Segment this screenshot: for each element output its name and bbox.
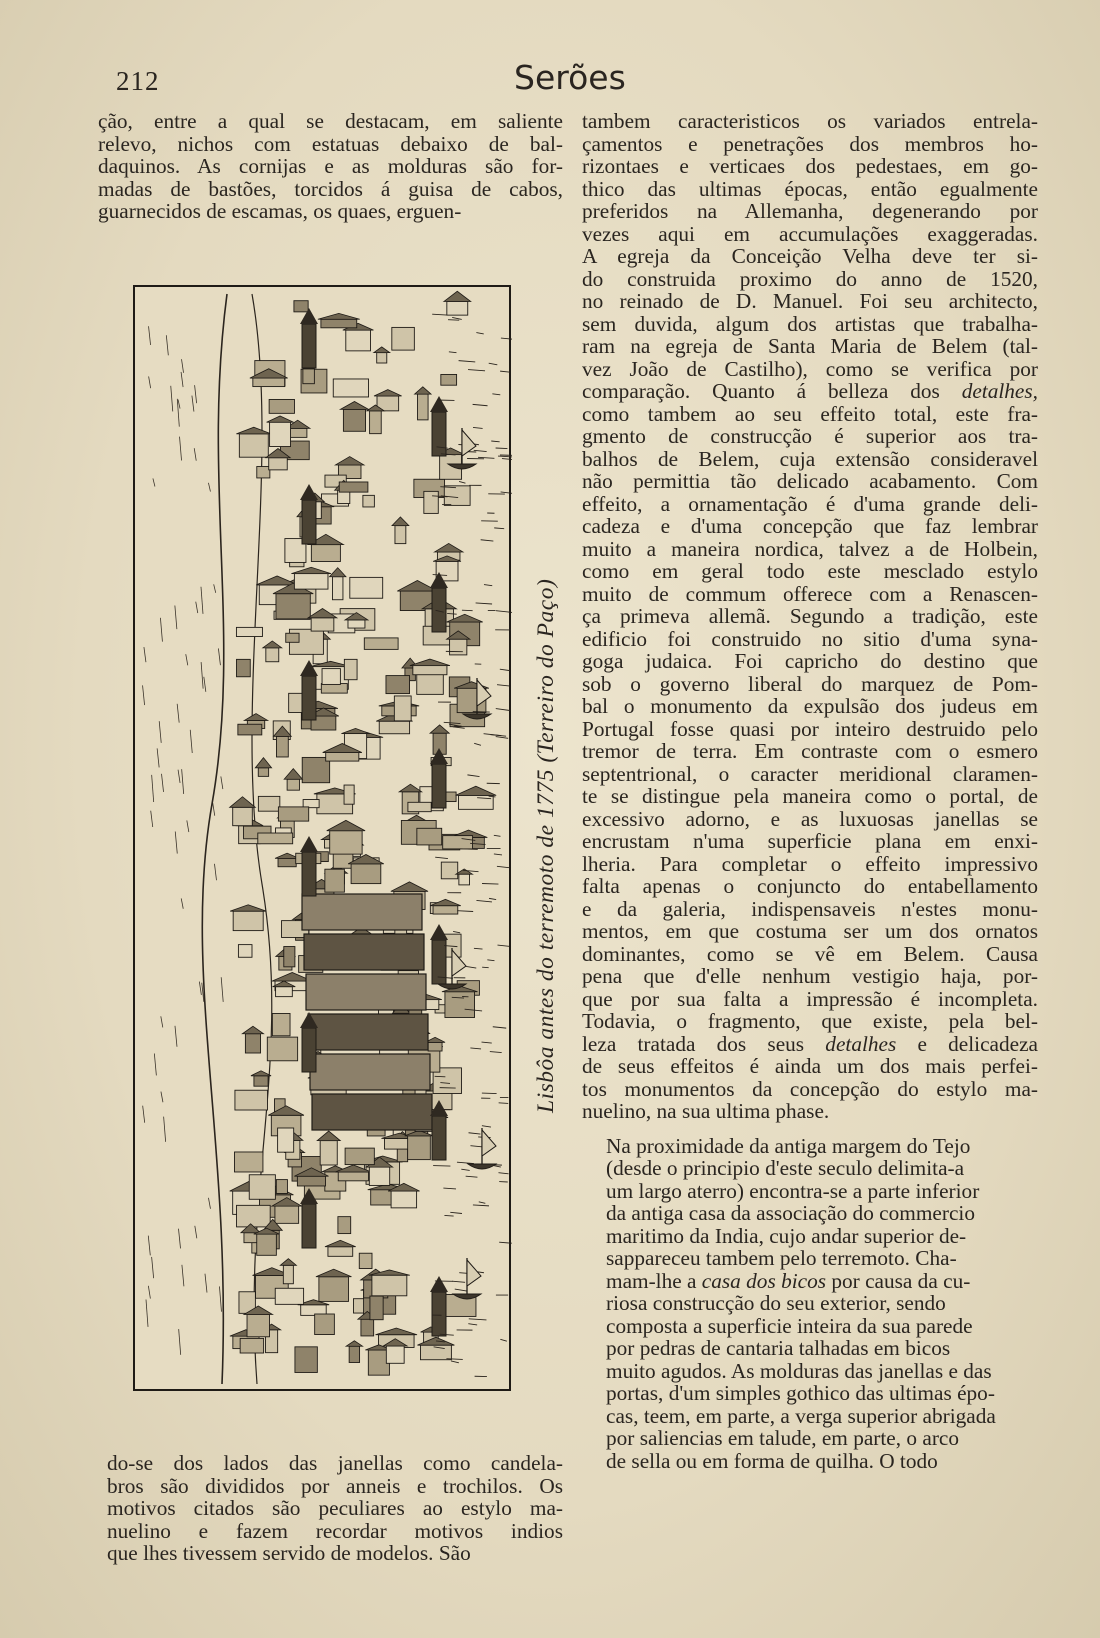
text-line: de seus effeitos é ainda um dos mais perfei- [582, 1054, 1038, 1078]
river-hatch [433, 1166, 450, 1167]
building-block [238, 945, 252, 958]
building-block [339, 482, 368, 492]
text-line: não permittia tão delicado acabamento. Com [582, 469, 1038, 493]
building-block [445, 992, 475, 1018]
building-block [247, 1314, 269, 1336]
figure-caption: Lisbôa antes do terremoto de 1775 (Terreiro do Paço) [533, 578, 559, 1113]
building-block [392, 327, 415, 350]
text-line: goga judaica. Foi capricho do destino que [582, 649, 1038, 673]
river-hatch [496, 448, 508, 449]
text-line: de sella ou em forma de quilha. O todo [606, 1448, 938, 1473]
text-line: gmento de construcção é superior aos tra- [582, 424, 1038, 448]
church-tower [432, 1292, 446, 1336]
italic-term: detalhes, [961, 379, 1038, 403]
building-block [408, 802, 431, 811]
building-block [391, 1191, 416, 1208]
building-block [328, 1247, 353, 1257]
text-line: um largo aterro) encontra-se a parte inferior [606, 1178, 980, 1203]
building-block [364, 638, 398, 649]
building-block [311, 618, 334, 631]
building-block [417, 828, 442, 845]
building-block [269, 458, 288, 470]
text-line: por saliencias em talude, em parte, o arco [606, 1426, 960, 1450]
building-block [417, 673, 444, 694]
building-block [284, 947, 295, 967]
running-head: Serões [514, 58, 626, 97]
text-line: mentos, em que costuma ser um dos ornatos [582, 919, 1038, 943]
text-fragment: por causa da cu- [826, 1268, 971, 1293]
church-tower [302, 500, 316, 544]
building-block [386, 1346, 404, 1363]
palace-facade [308, 1014, 428, 1050]
building-block [319, 1277, 349, 1302]
text-line: nuelino e fazem recordar motivos indios [107, 1518, 563, 1543]
text-line: motivos citados são peculiares ao estylo ma- [107, 1496, 563, 1520]
church-tower [432, 764, 446, 808]
building-block [325, 869, 345, 892]
text-line: por pedras de cantaria talhadas em bicos [606, 1336, 951, 1360]
text-line: effeito, a ornamentação é d'uma grande deli- [582, 491, 1038, 516]
building-block [276, 987, 293, 997]
palace-facade [310, 1054, 430, 1090]
text-line: sem duvida, algum dos artistas que trabalha- [582, 311, 1038, 336]
building-block [443, 836, 473, 849]
building-block [286, 633, 299, 642]
building-block [254, 1076, 268, 1086]
text-line: que lhes tivessem servido de modelos. São [107, 1541, 471, 1565]
church-tower [432, 588, 446, 632]
building-block [249, 1175, 275, 1200]
building-block [321, 684, 347, 694]
text-line: cas, teem, em parte, a verga superior abrigada [606, 1403, 996, 1428]
building-block [350, 577, 383, 598]
building-block [450, 639, 467, 655]
text-line: Na proximidade da antiga margem do Tejo [606, 1133, 971, 1158]
palace-facade [312, 1094, 432, 1130]
text-line: septentrional, o caracter meridional claramen- [582, 761, 1038, 786]
building-block [330, 831, 362, 854]
building-block [428, 1042, 442, 1051]
text-line: bros são divididos por anneis e trochilos. Os [107, 1473, 563, 1498]
building-block [295, 1347, 317, 1373]
building-block [322, 669, 340, 685]
text-line [582, 1270, 1038, 1293]
left-column-bottom-text [107, 1452, 563, 1565]
building-block [344, 659, 357, 679]
river-hatch [482, 1093, 497, 1094]
paragraph-conceicao-velha [582, 110, 1038, 1123]
building-block [441, 862, 457, 879]
building-block [348, 620, 365, 628]
building-block [257, 1234, 277, 1255]
text-line: riosa construcção do seu exterior, sendo [606, 1291, 946, 1315]
building-block [418, 394, 429, 420]
church-tower [432, 1116, 446, 1160]
building-block [237, 659, 251, 676]
text-line: sappareceu tambem pelo terremoto. Cha- [606, 1246, 957, 1270]
church-tower [302, 676, 316, 720]
building-block [237, 1205, 271, 1227]
page-number: 212 [116, 66, 160, 96]
left-column-top-text [98, 110, 563, 223]
text-line: da antiga casa da associação do commercio [606, 1201, 975, 1225]
text-line: pena que d'elle nenhum vestigio haja, por- [582, 964, 1038, 988]
building-block [351, 864, 381, 884]
text-line: vezes aqui em accumulações exaggeradas. [582, 221, 1038, 246]
building-block [338, 1172, 368, 1181]
text-line: madas de bastões, torcidos á guisa de cabos, [98, 176, 563, 201]
building-block [275, 1288, 303, 1304]
building-block [311, 545, 340, 562]
building-block [288, 428, 306, 437]
text-line: falta apenas o conjuncto do entabellamento [582, 874, 1038, 898]
text-line: excessivo adorno, e as luxuosas janellas se [582, 806, 1038, 831]
building-block [235, 1090, 268, 1110]
building-block [297, 1176, 325, 1186]
text-line: ção, entre a qual se destacam, em saliente [98, 109, 563, 133]
paragraph-casa-dos-bicos [582, 1135, 1038, 1473]
text-line: daquinos. As cornijas e as molduras são for- [98, 154, 563, 178]
text-line: vez João de Castilho), como se verifica por [582, 356, 1038, 381]
building-block [253, 378, 285, 387]
text-line: do construida proximo do anno de 1520, [582, 266, 1038, 291]
building-block [236, 627, 262, 636]
building-block [258, 796, 279, 811]
text-line: muito a maneira nordica, talvez a de Holbein, [582, 536, 1038, 561]
text-line: cadeza e d'uma concepção que faz lembrar [582, 514, 1038, 538]
building-block [363, 495, 374, 507]
building-block [447, 302, 468, 316]
text-line: tremor de terra. Em contraste com o esmero [582, 739, 1038, 763]
building-block [267, 1037, 297, 1061]
text-line: e da galeria, indispensaveis n'estes monu- [582, 896, 1038, 921]
text-line: lheria. Para completar o effeito impressivo [582, 851, 1038, 876]
text-line: A egreja da Conceição Velha deve ter si- [582, 244, 1038, 268]
building-block [266, 648, 279, 662]
palace-facade [306, 974, 426, 1010]
building-block [238, 724, 262, 735]
building-block [278, 858, 296, 866]
building-block [234, 1152, 262, 1172]
building-block [361, 1319, 374, 1336]
river-hatch [473, 712, 490, 713]
building-block [239, 434, 268, 457]
building-block [424, 491, 438, 513]
text-line: portas, d'um simples gothico das ultimas épo- [606, 1381, 995, 1405]
text-line: edificio foi construido no sitio d'uma syna- [582, 626, 1038, 651]
building-block [408, 1136, 431, 1160]
church-tower [302, 852, 316, 896]
text-fragment: mam-lhe a [606, 1268, 702, 1293]
church-tower [302, 324, 316, 368]
text-fragment: e delicadeza [896, 1031, 1038, 1056]
text-line: no reinado de D. Manuel. Foi seu architecto, [582, 289, 1038, 313]
building-block [269, 399, 294, 413]
palace-facade [302, 894, 422, 930]
text-line: (desde o principio d'este seculo delimita-a [606, 1156, 965, 1180]
engraving-figure [132, 284, 512, 1392]
italic-term: detalhes [825, 1031, 897, 1056]
text-line: guarnecidos de escamas, os quaes, erguen- [98, 199, 462, 223]
building-block [233, 911, 263, 930]
text-line: que por sua falta a impressão é incompleta. [582, 986, 1038, 1011]
building-block [379, 721, 409, 734]
text-line: como em geral todo este mesclado estylo [582, 559, 1038, 583]
building-block [294, 301, 308, 312]
church-tower [302, 1204, 316, 1248]
river-hatch [435, 1076, 446, 1077]
text-line [582, 1033, 1038, 1056]
church-tower [432, 412, 446, 456]
building-block [343, 409, 365, 431]
text-line: encrustam n'uma superficie plana em enxi- [582, 829, 1038, 853]
building-block [345, 1148, 374, 1164]
building-block [326, 753, 359, 762]
text-line: tos monumentos da concepção do estylo ma- [582, 1076, 1038, 1101]
text-line: ça primeva allemã. Segundo a tradição, este [582, 604, 1038, 628]
text-line: Portugal fosse quasi por inteiro destruido pelo [582, 716, 1038, 741]
building-block [441, 374, 457, 385]
text-line: como tambem ao seu effeito total, este fra- [582, 401, 1038, 426]
building-block [459, 874, 470, 885]
text-line: dominantes, como se vê em Belem. Causa [582, 941, 1038, 966]
text-line: thico das ultimas épocas, então egualmente [582, 176, 1038, 201]
building-block [240, 1338, 263, 1353]
text-line: preferidos na Allemanha, degenerando por [582, 199, 1038, 223]
building-block [344, 785, 354, 804]
building-block [276, 1180, 287, 1194]
building-block [444, 486, 470, 506]
building-block [333, 379, 368, 397]
building-block [433, 906, 458, 914]
building-block [459, 795, 494, 809]
building-block [386, 676, 410, 694]
text-line [582, 380, 1038, 403]
text-line: sob o governo liberal do marquez de Pom- [582, 671, 1038, 696]
right-column-text [582, 110, 1038, 1472]
building-block [272, 1013, 290, 1035]
text-line: çamentos e penetrações dos membros ho- [582, 131, 1038, 156]
text-fragment: leza tratada dos seus [582, 1031, 826, 1056]
building-block [278, 1128, 294, 1152]
river-hatch [482, 883, 498, 884]
text-line: bal o monumento da expulsão dos judeus em [582, 694, 1038, 718]
building-block [245, 1034, 260, 1053]
building-block [283, 1265, 293, 1283]
text-fragment: comparação. Quanto á belleza dos [582, 379, 962, 403]
text-line: tambem caracteristicos os variados entrela- [582, 109, 1038, 133]
building-block [275, 1206, 299, 1223]
italic-term: casa dos bicos [701, 1268, 827, 1293]
building-block [276, 736, 288, 757]
building-block [332, 577, 342, 600]
building-block [349, 1346, 359, 1362]
text-line: muito de commum offerece com a Renascen- [582, 581, 1038, 606]
text-line: do-se dos lados das janellas como candela- [107, 1451, 563, 1475]
building-block [338, 1217, 351, 1234]
building-block [413, 666, 447, 675]
building-block [258, 768, 268, 777]
lisbon-engraving-illustration [132, 284, 512, 1392]
building-block [233, 807, 253, 825]
palace-facade [304, 934, 424, 970]
building-block [278, 807, 308, 821]
text-line: nuelino, na sua ultima phase. [582, 1099, 830, 1123]
building-block [303, 369, 315, 384]
text-line: te se distingue pela maneira como o portal, de [582, 784, 1038, 808]
building-block [370, 1296, 383, 1320]
building-block [270, 422, 291, 446]
building-block [320, 1141, 337, 1165]
building-block [372, 1275, 407, 1296]
building-block [257, 467, 270, 478]
building-block [395, 526, 406, 544]
text-line: composta a superficie inteira da sua parede [606, 1313, 973, 1338]
text-line: maritimo da India, cujo andar superior de- [606, 1223, 967, 1248]
text-line: Todavia, o fragmento, que existe, pela bel- [582, 1009, 1038, 1033]
building-block [258, 833, 293, 844]
building-block [377, 353, 387, 363]
church-tower [302, 1028, 316, 1072]
building-block [346, 330, 371, 351]
building-block [276, 594, 310, 619]
text-line: rizontaes e verticaes dos pedestaes, em go- [582, 154, 1038, 178]
building-block [287, 779, 299, 790]
text-line: ram na egreja de Santa Maria de Belem (tal- [582, 334, 1038, 358]
building-block [315, 1314, 335, 1335]
building-block [394, 696, 411, 721]
building-block [359, 1253, 372, 1268]
building-block [294, 574, 328, 589]
building-block [370, 411, 382, 434]
text-line: balhos de Belem, cuja extensão consideravel [582, 446, 1038, 471]
text-line: muito agudos. As molduras das janellas e das [606, 1358, 992, 1383]
building-block [321, 319, 357, 328]
text-line: relevo, nichos com estatuas debaixo de bal- [98, 131, 563, 156]
building-block [369, 1167, 389, 1185]
